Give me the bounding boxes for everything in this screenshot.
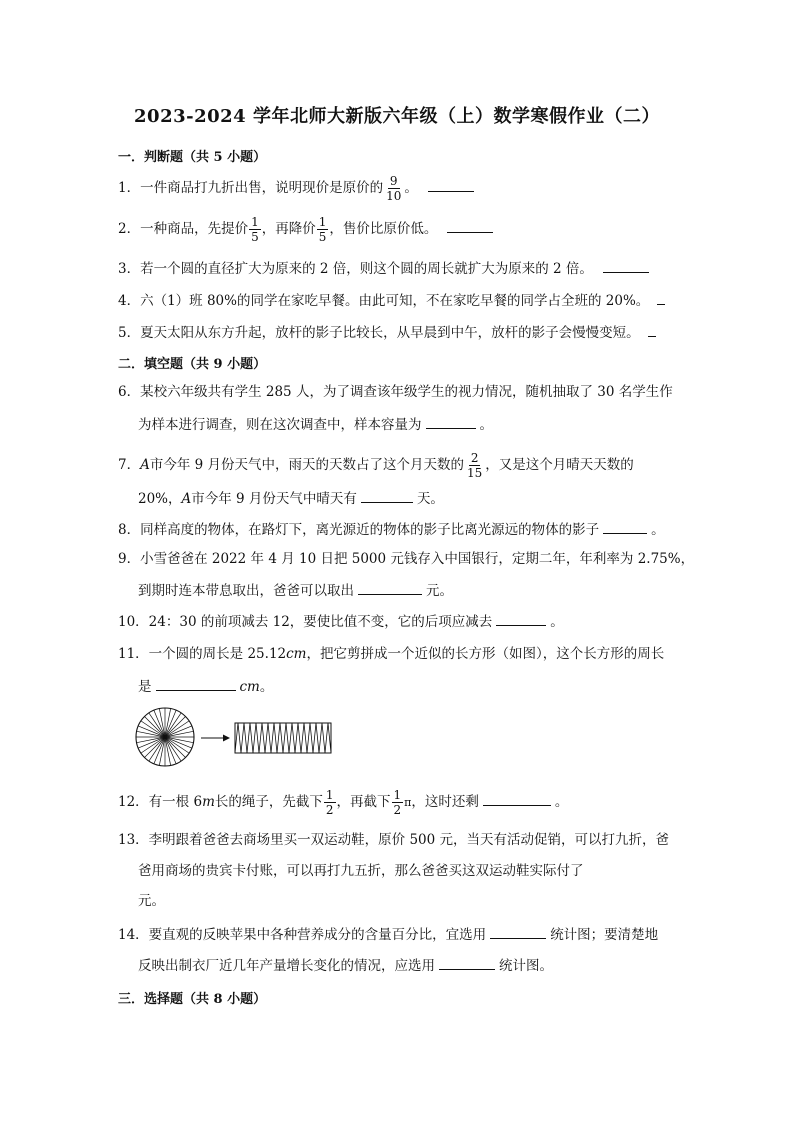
question-13-line-2	[138, 861, 584, 881]
question-12	[118, 788, 568, 817]
question-13-line-3	[138, 891, 165, 911]
question-text: 。	[554, 794, 569, 810]
answer-blank[interactable]	[358, 580, 422, 595]
question-text: 12．有一根 6	[118, 794, 203, 810]
question-13	[118, 830, 669, 850]
answer-blank[interactable]	[496, 611, 546, 626]
fraction	[317, 215, 329, 244]
question-text: 6．某校六年级共有学生 285 人，为了调查该年级学生的视力情况，随机抽取了 30 名学生作	[118, 384, 673, 400]
variable: A	[181, 491, 192, 507]
denominator: 2	[393, 803, 402, 817]
question-text: 天。	[416, 491, 444, 507]
question-7-line-2	[138, 488, 444, 509]
divided-circle	[136, 708, 194, 766]
question-text: 市今年 9 月份天气中晴天有	[191, 491, 357, 507]
question-4	[118, 290, 669, 311]
numerator: 1	[318, 215, 327, 229]
question-text: 2．一种商品，先提价	[118, 221, 249, 237]
question-text: 市今年 9 月份天气中，雨天的天数占了这个月天数的	[149, 457, 465, 473]
unit: cm	[239, 679, 260, 695]
question-11	[118, 644, 664, 664]
question-11-line-2	[138, 676, 273, 697]
unit: cm	[286, 646, 307, 662]
question-6	[118, 382, 673, 402]
question-9-line-2	[138, 580, 453, 601]
fraction	[465, 451, 484, 480]
answer-blank[interactable]	[361, 488, 413, 503]
denominator: 5	[251, 230, 259, 244]
question-text: 9．小雪爸爸在 2022 年 4 月 10 日把 5000 元钱存入中国银行，定期二年，年利率为 2.75%，	[118, 551, 695, 567]
denominator: 15	[467, 466, 483, 480]
question-text: ，再截下	[336, 794, 391, 810]
question-text: ，把它剪拼成一个近似的长方形（如图），这个长方形的周长	[306, 646, 665, 662]
question-text: 。	[550, 614, 564, 630]
question-14	[118, 924, 658, 945]
denominator: 10	[386, 189, 402, 203]
answer-blank[interactable]	[428, 177, 474, 192]
fraction	[384, 174, 403, 203]
answer-blank[interactable]	[603, 519, 647, 534]
question-text: 11．一个圆的周长是 25.12	[118, 646, 287, 662]
answer-blank[interactable]	[648, 322, 656, 337]
question-text: 14．要直观的反映苹果中各种营养成分的含量百分比，宜选用	[118, 927, 487, 943]
answer-blank[interactable]	[439, 955, 495, 970]
question-text: 10．24：30 的前项减去 12，要使比值不变，它的后项应减去	[118, 614, 493, 630]
denominator: 2	[325, 803, 334, 817]
page-title: 2023-2024 学年北师大新版六年级（上）数学寒假作业（二）	[134, 106, 660, 127]
question-2	[118, 215, 497, 244]
pi-symbol: π	[404, 796, 412, 809]
question-3	[118, 258, 653, 279]
question-text: 统计图。	[499, 958, 553, 974]
question-text: 20%，	[138, 491, 182, 507]
answer-blank[interactable]	[483, 791, 551, 806]
question-text: 到期时连本带息取出，爸爸可以取出	[138, 583, 354, 599]
approximate-rectangle	[235, 723, 331, 753]
fraction	[249, 215, 261, 244]
circle-to-rectangle-figure	[135, 706, 335, 768]
question-text: ，再降价	[261, 221, 316, 237]
question-text: 。	[259, 679, 274, 695]
question-text: 爸用商场的贵宾卡付账，可以再打九五折，那么爸爸买这双运动鞋实际付了	[138, 863, 584, 879]
question-14-line-2	[138, 955, 553, 976]
answer-blank[interactable]	[156, 676, 236, 691]
section-heading-choice: 三．选择题（共 8 小题）	[118, 992, 267, 1007]
section-heading-fill-in: 二．填空题（共 9 小题）	[118, 357, 267, 372]
unit: m	[202, 794, 215, 810]
question-8	[118, 519, 665, 540]
arrow-icon	[201, 735, 230, 742]
question-text: 5．夏天太阳从东方升起，放杆的影子比较长，从早晨到中午，放杆的影子会慢慢变短。	[118, 325, 640, 341]
numerator: 1	[393, 788, 402, 802]
fraction	[392, 788, 404, 817]
answer-blank[interactable]	[603, 258, 649, 273]
question-text: 为样本进行调查，则在这次调查中，样本容量为	[138, 417, 422, 433]
answer-blank[interactable]	[426, 414, 476, 429]
question-5	[118, 322, 660, 343]
question-6-line-2	[138, 414, 493, 435]
question-text: 。	[651, 522, 665, 538]
question-text: 8．同样高度的物体，在路灯下，离光源近的物体的影子比离光源远的物体的影子	[118, 522, 600, 538]
question-text: 。	[404, 180, 418, 196]
section-heading-judgement: 一．判断题（共 5 小题）	[118, 150, 267, 165]
question-7	[118, 451, 634, 480]
question-text: 元。	[138, 893, 165, 909]
question-1	[118, 174, 478, 203]
question-text: 是	[138, 679, 152, 695]
fraction	[324, 788, 336, 817]
question-text: 长的绳子，先截下	[214, 794, 323, 810]
question-9	[118, 549, 694, 569]
question-text: 3．若一个圆的直径扩大为原来的 2 倍，则这个圆的周长就扩大为原来的 2 倍。	[118, 261, 593, 277]
answer-blank[interactable]	[447, 218, 493, 233]
denominator: 5	[318, 230, 327, 244]
numerator: 1	[325, 788, 334, 802]
question-text: 元。	[426, 583, 453, 599]
figure-svg	[135, 706, 335, 768]
question-text: 统计图；要清楚地	[550, 927, 659, 943]
question-text: 1．一件商品打九折出售，说明现价是原价的	[118, 180, 384, 196]
variable: A	[140, 457, 150, 473]
question-text: 反映出制衣厂近几年产量增长变化的情况，应选用	[138, 958, 435, 974]
question-text: ，这时还剩	[411, 794, 479, 810]
numerator: 9	[389, 174, 398, 188]
question-text: 7．	[118, 457, 141, 473]
answer-blank[interactable]	[657, 290, 665, 305]
question-text: ，售价比原价低。	[329, 221, 438, 237]
numerator: 2	[470, 451, 479, 465]
question-text: ，又是这个月晴天天数的	[485, 457, 634, 473]
question-text: 。	[479, 417, 493, 433]
numerator: 1	[251, 215, 259, 229]
question-text: 13．李明跟着爸爸去商场里买一双运动鞋，原价 500 元，当天有活动促销，可以打九折，爸	[118, 832, 670, 848]
answer-blank[interactable]	[490, 924, 546, 939]
question-10	[118, 611, 564, 632]
question-text: 4．六（1）班 80%的同学在家吃早餐。由此可知，不在家吃早餐的同学占全班的 20%。	[118, 293, 650, 309]
